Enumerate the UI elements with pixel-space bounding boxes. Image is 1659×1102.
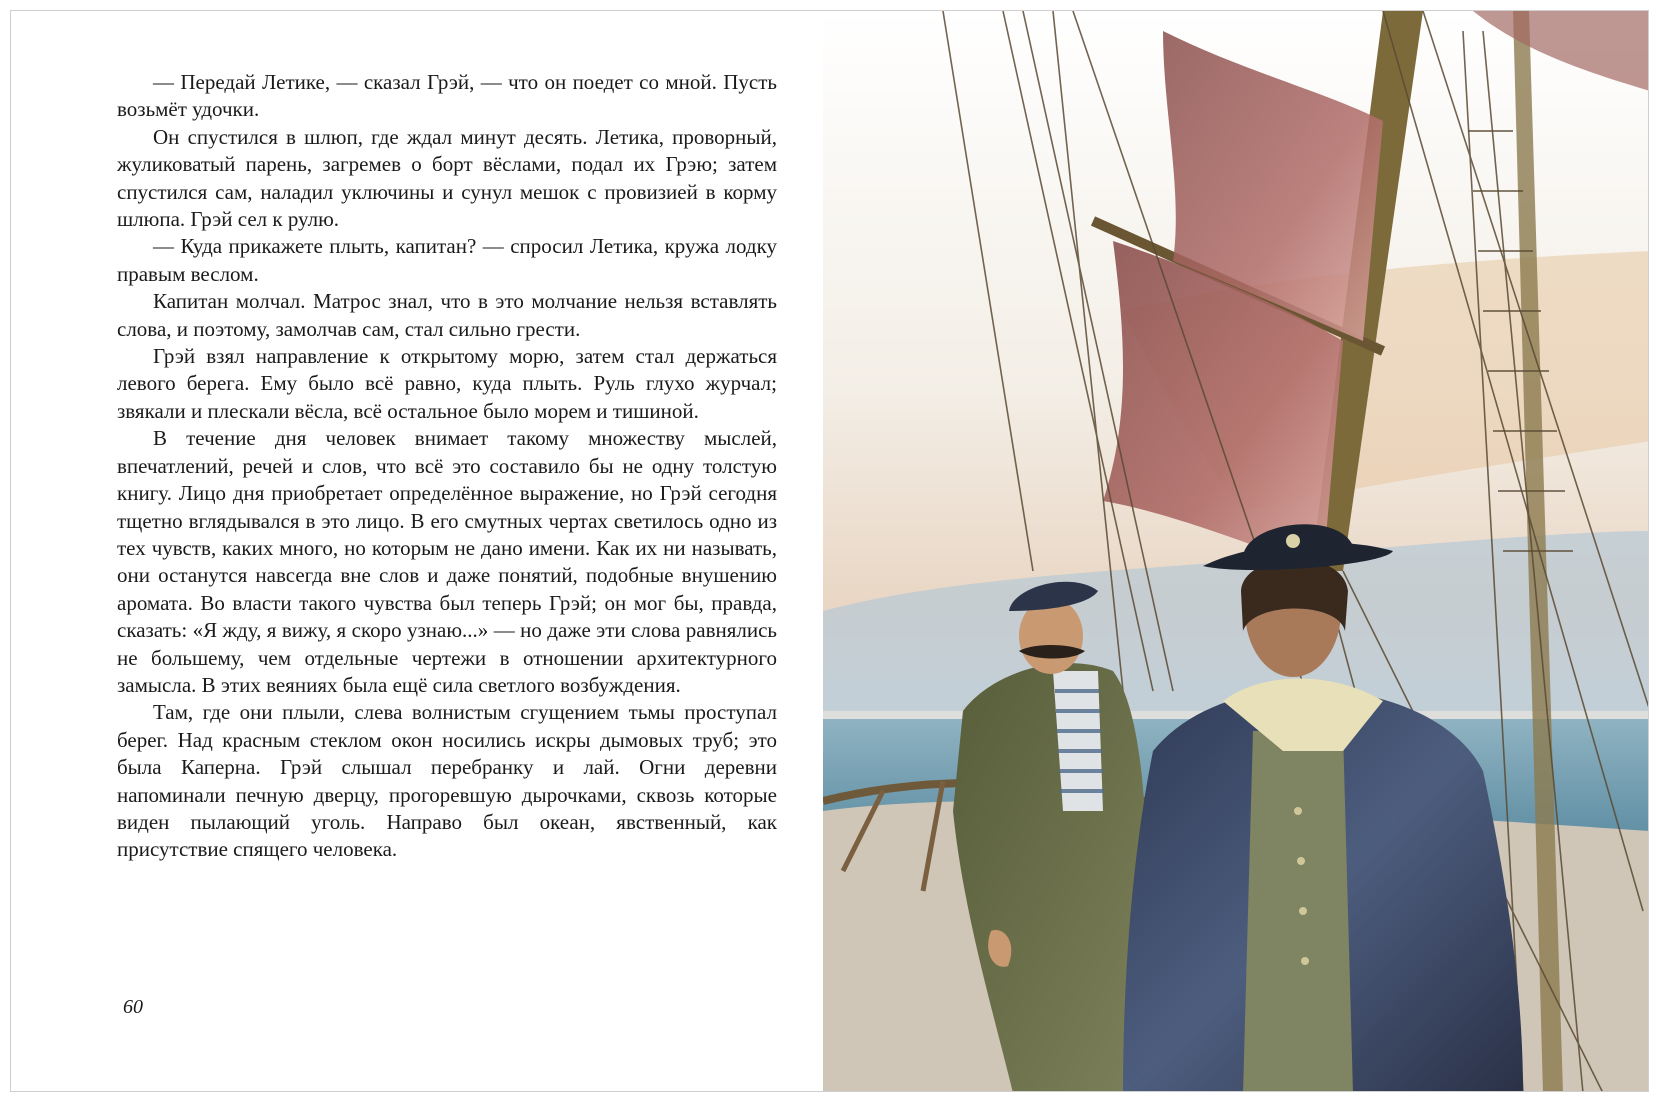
paragraph-6: В течение дня человек внимает такому множеству мыслей, впечатлений, речей и слов, что всё это составило бы не одну толстую книгу. Лицо дня приобретает определённое выражение, но Грэй сегодня тщетно вглядывался в это лицо. В его смутных чертах светилось одно из тех чувств, каких много, но которым не дано имени. Как их ни называть, они останутся навсегда вне слов и даже понятий, подобные внушению аромата. Во власти такого чувства был теперь Грэй; он мог бы, правда, сказать: «Я жду, я вижу, я скоро узнаю...» — но даже эти слова равнялись не большему, чем отдельные чертежи в отношении архитектурного замысла. В этих веяниях была ещё сила светлого возбуждения. [117, 426, 777, 697]
captain-vest [1243, 731, 1353, 1092]
ship-deck-painting [823, 11, 1649, 1092]
paragraph-4: Капитан молчал. Матрос знал, что в это молчание нельзя вставлять слова, и поэтому, замолчав сам, стал сильно грести. [117, 289, 777, 341]
text-page [117, 69, 777, 864]
page-number: 60 [123, 996, 143, 1018]
hat-badge-icon [1286, 534, 1300, 548]
paragraph-2: Он спустился в шлюп, где ждал минут десять. Летика, проворный, жуликоватый парень, загремев о борт вёслами, подал их Грэю; затем спустился сам, наладил уключины и сунул мешок с провизией в корму шлюпа. Грэй сел к рулю. [117, 124, 777, 232]
book-spread [10, 10, 1649, 1092]
paragraph-1: — Передай Летике, — сказал Грэй, — что он поедет со мной. Пусть возьмёт удочки. [117, 70, 777, 122]
paragraph-3: — Куда прикажете плыть, капитан? — спросил Летика, кружа лодку правым веслом. [117, 234, 777, 286]
paragraph-5: Грэй взял направление к открытому морю, затем стал держаться левого берега. Ему было всё равно, куда плыть. Руль глухо журчал; звякали и плескали вёсла, всё остальное было морем и тишиной. [117, 344, 777, 423]
paragraph-7: Там, где они плыли, слева волнистым сгущением тьмы проступал берег. Над красным стеклом окон носились искры дымовых труб; это была Каперна. Грэй слышал перебранку и лай. Огни деревни напоминали печную дверцу, прогоревшую дырочками, сквозь которые виден пылающий уголь. Направо был океан, явственный, как присутствие спящего человека. [117, 700, 777, 862]
ship-illustration [823, 11, 1649, 1092]
